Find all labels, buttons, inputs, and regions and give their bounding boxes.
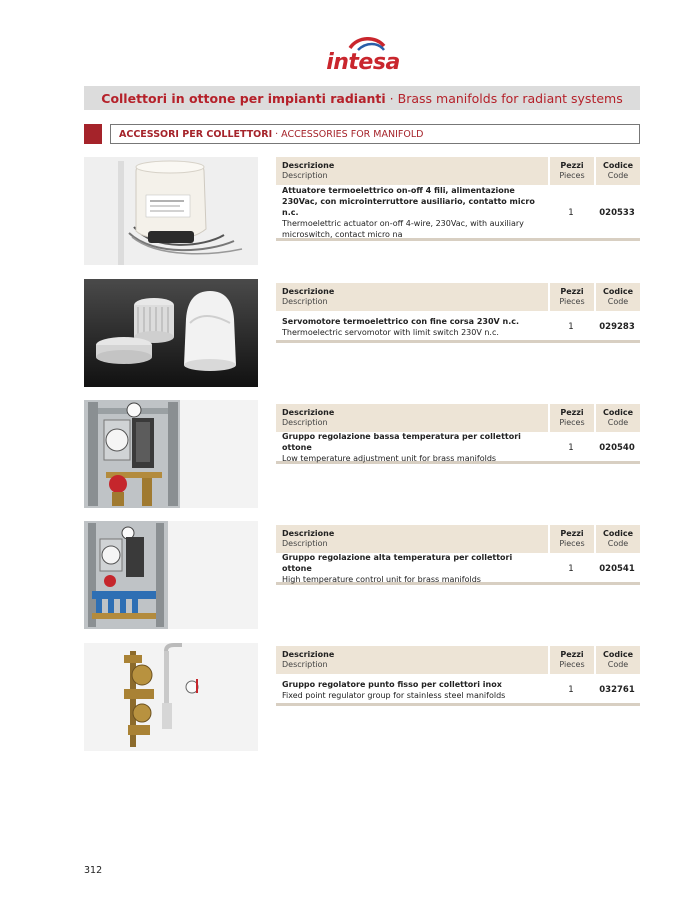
- page-number: 312: [84, 865, 103, 876]
- header-pieces-it: Pezzi: [560, 529, 584, 538]
- section-bar: [110, 124, 640, 144]
- header-pieces-en: Pieces: [559, 171, 585, 180]
- product-desc-en: Thermoelectric servomotor with limit switch 230V n.c.: [282, 327, 499, 337]
- product-table-5: [276, 646, 640, 706]
- product-desc-en: Low temperature adjustment unit for brass manifolds: [282, 454, 497, 463]
- logo-text: intesa: [326, 50, 400, 75]
- product-table-2: [276, 283, 640, 343]
- table-header: [276, 283, 640, 313]
- table-row: [276, 555, 640, 585]
- product-desc-it: Gruppo regolazione alta temperatura per collettori ottone: [282, 553, 513, 573]
- product-pieces: 1: [568, 207, 574, 218]
- section-swatch: [84, 124, 102, 144]
- product-code: 032761: [599, 684, 635, 695]
- header-code-en: Code: [607, 297, 629, 306]
- header-code-it: Codice: [602, 161, 633, 170]
- header-desc-it: Descrizione: [282, 650, 335, 659]
- header-code-en: Code: [607, 171, 629, 180]
- product-pieces: 1: [568, 321, 574, 332]
- header-pieces-en: Pieces: [559, 539, 585, 548]
- header-code-it: Codice: [602, 408, 633, 417]
- product-desc-en: High temperature control unit for brass manifolds: [282, 575, 481, 584]
- product-code: 020533: [599, 207, 635, 218]
- header-pieces-it: Pezzi: [560, 161, 584, 170]
- product-desc-it: Servomotore termoelettrico con fine corsa 230V n.c.: [282, 316, 520, 326]
- title-italian: Collettori in ottone per impianti radianti: [101, 90, 386, 106]
- table-header: [276, 646, 640, 676]
- header-pieces-en: Pieces: [559, 418, 585, 427]
- header-desc-it: Descrizione: [282, 529, 335, 538]
- header-code-en: Code: [607, 539, 629, 548]
- page-title: [84, 86, 640, 110]
- product-code: 020541: [599, 563, 635, 574]
- product-desc-it: Attuatore termoelettrico on-off 4 fili, alimentazione 230Vac, con microinterruttore ausiliario, contatto micro n.c.: [282, 186, 535, 217]
- header-code-it: Codice: [602, 529, 633, 538]
- product-pieces: 1: [568, 442, 574, 453]
- product-image-low-temp-unit: [84, 400, 258, 508]
- product-code: 020540: [599, 442, 635, 453]
- table-row: [276, 434, 640, 464]
- header-desc-en: Description: [282, 660, 328, 669]
- header-pieces-it: Pezzi: [560, 408, 584, 417]
- header-code-en: Code: [607, 418, 629, 427]
- product-image-actuator: [84, 157, 258, 265]
- section-separator: ·: [275, 128, 279, 140]
- header-code-en: Code: [607, 660, 629, 669]
- product-table-3: [276, 404, 640, 464]
- brand-logo: [318, 34, 408, 80]
- product-desc-it: Gruppo regolatore punto fisso per collettori inox: [282, 679, 502, 689]
- table-row: [276, 313, 640, 343]
- title-separator: ·: [389, 90, 394, 106]
- header-pieces-en: Pieces: [559, 660, 585, 669]
- header-desc-en: Description: [282, 539, 328, 548]
- product-image-servomotor: [84, 279, 258, 387]
- header-desc-it: Descrizione: [282, 287, 335, 296]
- product-pieces: 1: [568, 684, 574, 695]
- section-english: ACCESSORIES FOR MANIFOLD: [281, 128, 424, 140]
- header-pieces-it: Pezzi: [560, 287, 584, 296]
- section-header: [84, 124, 640, 144]
- title-english: Brass manifolds for radiant systems: [397, 90, 623, 106]
- header-code-it: Codice: [602, 650, 633, 659]
- product-table-4: [276, 525, 640, 585]
- product-desc-it: Gruppo regolazione bassa temperatura per collettori ottone: [282, 432, 521, 452]
- table-row: [276, 187, 640, 241]
- header-desc-it: Descrizione: [282, 408, 335, 417]
- header-desc-en: Description: [282, 171, 328, 180]
- product-table-1: [276, 157, 640, 241]
- header-code-it: Codice: [602, 287, 633, 296]
- section-italian: ACCESSORI PER COLLETTORI: [119, 128, 273, 140]
- header-desc-en: Description: [282, 418, 328, 427]
- header-desc-en: Description: [282, 297, 328, 306]
- header-pieces-it: Pezzi: [560, 650, 584, 659]
- header-desc-it: Descrizione: [282, 161, 335, 170]
- product-desc-en: Fixed point regulator group for stainless steel manifolds: [282, 690, 506, 700]
- product-pieces: 1: [568, 563, 574, 574]
- product-desc-en: Thermoelettric actuator on-off 4-wire, 230Vac, with auxiliary microswitch, contact micro na: [282, 219, 524, 239]
- header-pieces-en: Pieces: [559, 297, 585, 306]
- table-row: [276, 676, 640, 706]
- product-code: 029283: [599, 321, 635, 332]
- product-image-fixed-point-regulator: [84, 643, 258, 751]
- product-image-high-temp-unit: [84, 521, 258, 629]
